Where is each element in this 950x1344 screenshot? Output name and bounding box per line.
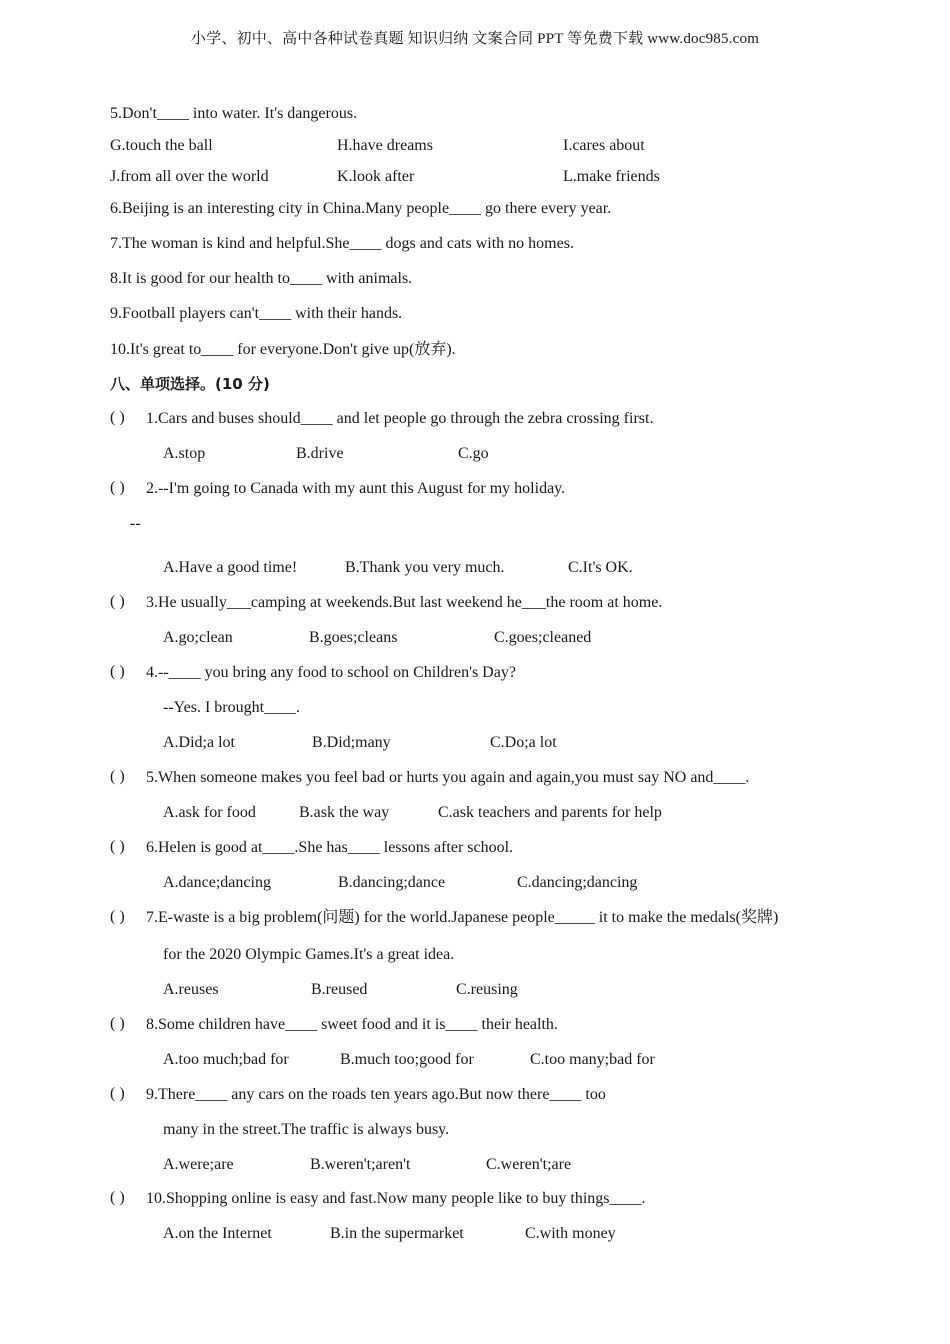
section-title: 八、单项选择。(10 分): [110, 375, 270, 393]
option-b: B.in the supermarket: [330, 1225, 464, 1242]
answer-blank: ( ): [110, 479, 125, 496]
option-a: A.reuses: [163, 981, 219, 998]
answer-blank: ( ): [110, 1189, 125, 1206]
option-c: C.too many;bad for: [530, 1051, 655, 1068]
fill-question-5: 5.Don't____ into water. It's dangerous.: [110, 105, 358, 122]
fill-question-7: 7.The woman is kind and helpful.She____ dogs and cats with no homes.: [110, 235, 574, 252]
word-option: J.from all over the world: [110, 168, 269, 185]
question-stem-continued: many in the street.The traffic is always busy.: [163, 1121, 450, 1138]
page-header: 小学、初中、高中各种试卷真题 知识归纳 文案合同 PPT 等免费下载 www.doc985.com: [190, 31, 760, 47]
question-stem: 10.Shopping online is easy and fast.Now many people like to buy things____.: [146, 1190, 646, 1207]
word-option: K.look after: [337, 168, 415, 185]
question-stem: 2.--I'm going to Canada with my aunt this August for my holiday.: [146, 480, 566, 497]
option-b: B.reused: [311, 981, 368, 998]
option-a: A.were;are: [163, 1156, 234, 1173]
answer-blank: ( ): [110, 908, 125, 925]
option-b: B.weren't;aren't: [310, 1156, 411, 1173]
answer-blank: ( ): [110, 1015, 125, 1032]
option-b: B.much too;good for: [340, 1051, 474, 1068]
option-c: C.reusing: [456, 981, 518, 998]
word-option: L.make friends: [563, 168, 660, 185]
option-b: B.drive: [296, 445, 344, 462]
answer-blank: ( ): [110, 409, 125, 426]
option-c: C.goes;cleaned: [494, 629, 592, 646]
option-a: A.dance;dancing: [163, 874, 271, 891]
answer-blank: ( ): [110, 838, 125, 855]
option-c: C.It's OK.: [568, 559, 633, 576]
option-a: A.Did;a lot: [163, 734, 235, 751]
option-b: B.goes;cleans: [309, 629, 398, 646]
question-stem: 1.Cars and buses should____ and let people go through the zebra crossing first.: [146, 410, 654, 427]
question-stem: 8.Some children have____ sweet food and it is____ their health.: [146, 1016, 558, 1033]
question-stem: 5.When someone makes you feel bad or hurts you again and again,you must say NO and____.: [146, 769, 750, 786]
option-c: C.ask teachers and parents for help: [438, 804, 662, 821]
option-c: C.with money: [525, 1225, 616, 1242]
word-option: H.have dreams: [337, 137, 433, 154]
question-stem: 6.Helen is good at____.She has____ lessons after school.: [146, 839, 514, 856]
answer-blank: ( ): [110, 593, 125, 610]
dialogue-reply: --Yes. I brought____.: [163, 699, 301, 716]
answer-blank: ( ): [110, 1085, 125, 1102]
option-a: A.Have a good time!: [163, 559, 298, 576]
option-b: B.Did;many: [312, 734, 391, 751]
option-a: A.ask for food: [163, 804, 256, 821]
option-b: B.dancing;dance: [338, 874, 446, 891]
question-stem: 3.He usually___camping at weekends.But last weekend he___the room at home.: [146, 594, 663, 611]
question-stem-continued: for the 2020 Olympic Games.It's a great idea.: [163, 946, 455, 963]
option-c: C.weren't;are: [486, 1156, 572, 1173]
option-a: A.on the Internet: [163, 1225, 272, 1242]
option-c: C.go: [458, 445, 489, 462]
option-c: C.Do;a lot: [490, 734, 557, 751]
question-stem: 9.There____ any cars on the roads ten years ago.But now there____ too: [146, 1086, 606, 1103]
answer-blank: ( ): [110, 768, 125, 785]
fill-question-9: 9.Football players can't____ with their hands.: [110, 305, 403, 322]
dialogue-reply: --: [130, 515, 141, 532]
word-option: G.touch the ball: [110, 137, 213, 154]
option-a: A.go;clean: [163, 629, 233, 646]
word-option: I.cares about: [563, 137, 645, 154]
answer-blank: ( ): [110, 663, 125, 680]
option-b: B.Thank you very much.: [345, 559, 505, 576]
fill-question-6: 6.Beijing is an interesting city in China.Many people____ go there every year.: [110, 200, 612, 217]
fill-question-10: 10.It's great to____ for everyone.Don't give up(放弃).: [110, 341, 456, 358]
option-b: B.ask the way: [299, 804, 390, 821]
fill-question-8: 8.It is good for our health to____ with animals.: [110, 270, 413, 287]
option-c: C.dancing;dancing: [517, 874, 638, 891]
option-a: A.stop: [163, 445, 206, 462]
option-a: A.too much;bad for: [163, 1051, 289, 1068]
question-stem: 7.E-waste is a big problem(问题) for the world.Japanese people_____ it to make the medals(奖牌): [146, 909, 779, 926]
question-stem: 4.--____ you bring any food to school on Children's Day?: [146, 664, 516, 681]
